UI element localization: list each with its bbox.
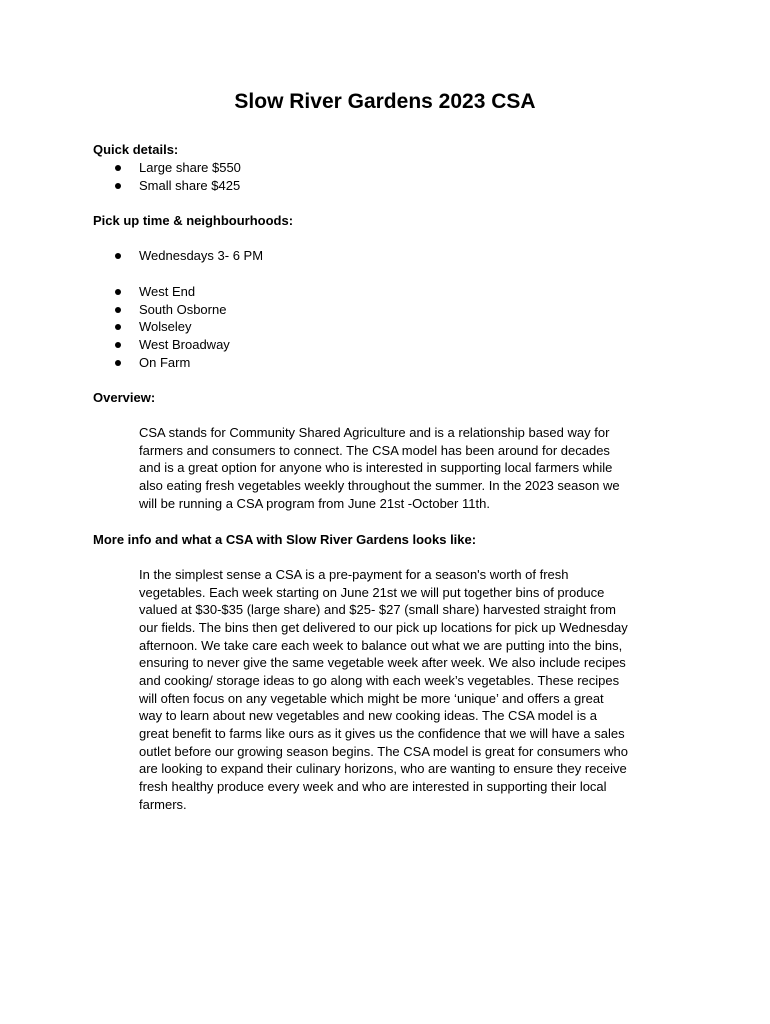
neighbourhood-list bbox=[112, 283, 230, 371]
paragraph-line: farmers and consumers to connect. The CSA model has been around for decades bbox=[139, 442, 610, 458]
list-item-text: Wednesdays 3- 6 PM bbox=[139, 248, 264, 263]
list-item bbox=[112, 177, 241, 195]
overview-paragraph bbox=[139, 424, 679, 512]
list-item-text: South Osborne bbox=[139, 301, 227, 317]
paragraph-line: great benefit to farms like ours as it gives us the confidence that we will have a sales bbox=[139, 725, 625, 741]
paragraph-line: outlet before our growing season begins. The CSA model is great for consumers who bbox=[139, 743, 628, 759]
pickup-heading: Pick up time & neighbourhoods: bbox=[93, 213, 294, 228]
list-item-text: West End bbox=[139, 284, 196, 299]
quick-details-heading: Quick details: bbox=[93, 142, 179, 157]
list-item-text: Wolseley bbox=[139, 319, 192, 335]
bullet-icon bbox=[115, 165, 121, 171]
more-info-paragraph bbox=[139, 566, 679, 813]
paragraph-line: and is a great option for anyone who is interested in supporting local farmers while bbox=[139, 460, 613, 476]
bullet-icon bbox=[115, 307, 121, 313]
list-item bbox=[112, 336, 230, 354]
list-item-text: Large share $550 bbox=[139, 160, 241, 175]
bullet-icon bbox=[115, 253, 121, 259]
bullet-icon bbox=[115, 289, 121, 295]
bullet-icon bbox=[115, 183, 121, 189]
paragraph-line: and cooking/ storage ideas to go along with each week’s vegetables. These recipes bbox=[139, 672, 620, 688]
paragraph-line: CSA stands for Community Shared Agriculture and is a relationship based way for bbox=[139, 425, 610, 440]
more-info-heading: More info and what a CSA with Slow River Gardens looks like: bbox=[93, 532, 477, 547]
list-item bbox=[112, 283, 230, 301]
list-item bbox=[112, 247, 263, 265]
list-item bbox=[112, 159, 241, 177]
pickup-time-list bbox=[112, 247, 263, 265]
list-item bbox=[112, 354, 230, 372]
overview-heading: Overview: bbox=[93, 390, 156, 405]
paragraph-line: will often focus on any vegetable which might be more ‘unique’ and offers a great bbox=[139, 690, 604, 706]
paragraph-line: will be running a CSA program from June 21st -October 11th. bbox=[139, 495, 490, 511]
paragraph-line: farmers. bbox=[139, 796, 187, 812]
page-title: Slow River Gardens 2023 CSA bbox=[234, 90, 536, 113]
paragraph-line: also eating fresh vegetables weekly throughout the summer. In the 2023 season we bbox=[139, 477, 620, 493]
paragraph-line: afternoon. We take care each week to balance out what we are putting into the bins, bbox=[139, 637, 623, 653]
list-item bbox=[112, 301, 230, 319]
paragraph-line: are looking to expand their culinary horizons, who are wanting to ensure they receive bbox=[139, 761, 627, 777]
list-item-text: West Broadway bbox=[139, 337, 230, 353]
quick-details-list bbox=[112, 159, 241, 194]
bullet-icon bbox=[115, 360, 121, 366]
paragraph-line: fresh healthy produce every week and who are interested in supporting their local bbox=[139, 778, 607, 794]
paragraph-line: In the simplest sense a CSA is a pre-payment for a season's worth of fresh bbox=[139, 567, 569, 582]
paragraph-line: valued at $30-$35 (large share) and $25- $27 (small share) harvested straight from bbox=[139, 602, 616, 618]
bullet-icon bbox=[115, 324, 121, 330]
list-item bbox=[112, 318, 230, 336]
list-item-text: On Farm bbox=[139, 354, 191, 370]
paragraph-line: our fields. The bins then get delivered to our pick up locations for pick up Wednesday bbox=[139, 619, 628, 635]
paragraph-line: vegetables. Each week starting on June 21st we will put together bins of produce bbox=[139, 584, 605, 600]
paragraph-line: way to learn about new vegetables and new cooking ideas. The CSA model is a bbox=[139, 708, 597, 724]
list-item-text: Small share $425 bbox=[139, 177, 241, 193]
bullet-icon bbox=[115, 342, 121, 348]
paragraph-line: ensuring to never give the same vegetable week after week. We also include recipes bbox=[139, 655, 626, 671]
